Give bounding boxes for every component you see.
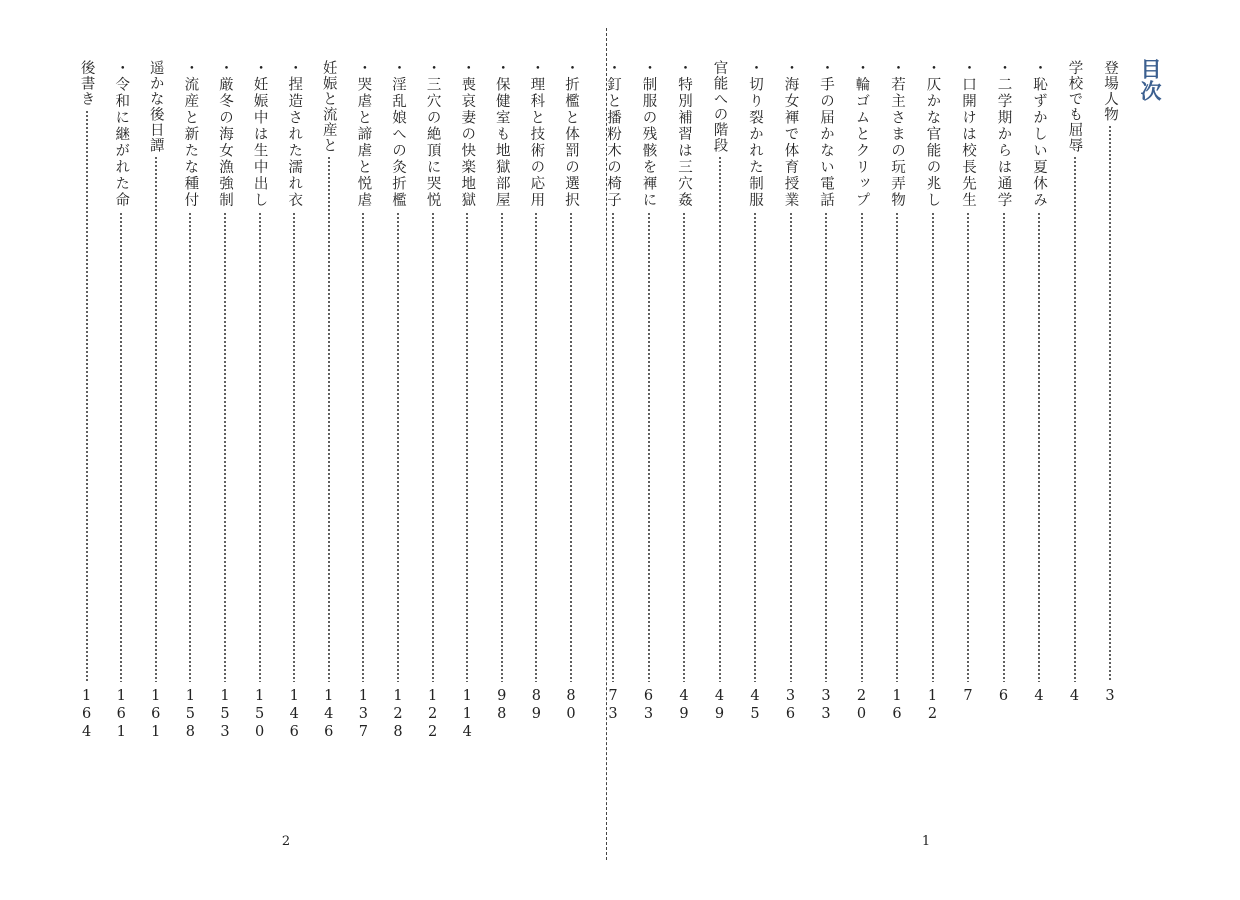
toc-entry-label: 妊娠と流産と <box>320 60 337 153</box>
toc-entry-label: ・保健室も地獄部屋 <box>493 60 510 209</box>
toc-entry-page: 98 <box>493 688 510 724</box>
dot-leader <box>189 212 191 683</box>
toc-entry-label: ・手の届かない電話 <box>818 60 834 209</box>
toc-entry-page: 153 <box>217 688 233 742</box>
toc-entry-page: 146 <box>320 688 337 742</box>
toc-entry-page: 20 <box>853 688 870 724</box>
toc-entry <box>921 60 945 740</box>
dot-leader <box>719 156 721 682</box>
toc-entry-page: 164 <box>78 688 95 742</box>
toc-entry <box>213 60 237 740</box>
toc-entry <box>672 60 696 740</box>
dot-leader <box>259 212 261 683</box>
dot-leader <box>1109 125 1111 682</box>
toc-entry <box>386 60 410 740</box>
toc-entry-page: 3 <box>1102 688 1118 706</box>
dot-leader <box>535 212 537 683</box>
toc-entry-page: 33 <box>818 688 834 724</box>
dot-leader <box>896 212 898 683</box>
toc-entry <box>178 60 202 740</box>
dot-leader <box>648 212 650 683</box>
toc-entry <box>109 60 133 740</box>
toc-entry-label: ・厳冬の海女漁強制 <box>217 60 233 209</box>
toc-entry-label: 遥かな後日譚 <box>147 60 164 153</box>
toc-entry-page: 146 <box>286 688 303 742</box>
dot-leader <box>932 212 934 683</box>
toc-entry-page: 4 <box>1066 688 1083 706</box>
toc-entry-page: 6 <box>995 688 1012 706</box>
page-number-right: 1 <box>921 834 931 849</box>
dot-leader <box>825 212 827 683</box>
toc-entry <box>956 60 980 740</box>
toc-entry-page: 161 <box>147 688 164 742</box>
toc-entry-label: ・妊娠中は生中出し <box>251 60 268 209</box>
toc-entry-page: 128 <box>390 688 406 742</box>
dot-leader <box>754 212 756 683</box>
toc-entry <box>317 60 341 740</box>
dot-leader <box>861 212 863 683</box>
dot-leader <box>155 156 157 682</box>
toc-entry <box>601 60 625 740</box>
toc-entry-page: 49 <box>711 688 728 724</box>
toc-entry-label: 後書き <box>78 60 95 107</box>
toc-entry-label: ・二学期からは通学 <box>995 60 1012 209</box>
dot-leader <box>501 212 503 683</box>
toc-entry-page: 114 <box>459 688 476 742</box>
toc-entry-label: ・特別補習は三穴姦 <box>676 60 692 209</box>
toc-entry-label: ・喪哀妻の快楽地獄 <box>459 60 476 209</box>
toc-entry-label: ・哭虐と諦虐と悦虐 <box>355 60 372 209</box>
toc-entry-label: ・流産と新たな種付 <box>182 60 199 209</box>
dot-leader <box>293 212 295 683</box>
dot-leader <box>612 212 614 683</box>
toc-entry-page: 49 <box>676 688 692 724</box>
toc-entry-page: 4 <box>1031 688 1047 706</box>
toc-title: 目次 <box>1138 58 1162 102</box>
toc-entry-page: 161 <box>113 688 130 742</box>
toc-entry-label: ・制服の残骸を褌に <box>640 60 657 209</box>
dot-leader <box>790 212 792 683</box>
toc-entry-page: 137 <box>355 688 372 742</box>
toc-entry <box>850 60 874 740</box>
page-fold-line <box>606 28 607 860</box>
dot-leader <box>1038 212 1040 683</box>
page-number-left: 2 <box>281 834 291 849</box>
dot-leader <box>120 212 122 683</box>
toc-entry-page: 16 <box>889 688 905 724</box>
toc-entry-label: 学校でも屈辱 <box>1066 60 1083 153</box>
toc-entry-page: 122 <box>424 688 441 742</box>
toc-entry <box>421 60 445 740</box>
toc-entry <box>75 60 99 740</box>
toc-entry-page: 63 <box>640 688 657 724</box>
toc-entry-label: ・口開けは校長先生 <box>960 60 976 209</box>
toc-entry-page: 89 <box>528 688 545 724</box>
toc-entry <box>743 60 767 740</box>
toc-entry <box>814 60 838 740</box>
dot-leader <box>570 212 572 683</box>
toc-entry-label: ・恥ずかしい夏休み <box>1031 60 1047 209</box>
toc-entry-label: ・淫乱娘への灸折檻 <box>390 60 406 209</box>
toc-entry-label: ・捏造された濡れ衣 <box>286 60 303 209</box>
toc-entry-label: ・折檻と体罰の選択 <box>563 60 579 209</box>
toc-entry <box>490 60 514 740</box>
dot-leader <box>1074 156 1076 682</box>
toc-entry <box>779 60 803 740</box>
toc-entry <box>351 60 375 740</box>
toc-entry <box>248 60 272 740</box>
toc-entry-label: ・令和に継がれた命 <box>113 60 130 209</box>
dot-leader <box>683 212 685 683</box>
dot-leader <box>224 212 226 683</box>
toc-entry <box>455 60 479 740</box>
toc-entry-label: ・理科と技術の応用 <box>528 60 545 209</box>
toc-entry-label: ・三穴の絶頂に哭悦 <box>424 60 441 209</box>
toc-entry-label: ・切り裂かれた制服 <box>747 60 763 209</box>
dot-leader <box>328 156 330 682</box>
toc-entry <box>637 60 661 740</box>
dot-leader <box>86 110 88 683</box>
toc-entry-label: ・海女褌で体育授業 <box>782 60 799 209</box>
dot-leader <box>432 212 434 683</box>
toc-entry-page: 12 <box>924 688 941 724</box>
dot-leader <box>362 212 364 683</box>
dot-leader <box>397 212 399 683</box>
toc-entry-page: 150 <box>251 688 268 742</box>
dot-leader <box>466 212 468 683</box>
toc-entry <box>1098 60 1122 740</box>
toc-entry <box>1063 60 1087 740</box>
toc-entry-label: ・仄かな官能の兆し <box>924 60 941 209</box>
toc-entry-page: 158 <box>182 688 199 742</box>
toc-entry <box>992 60 1016 740</box>
toc-entry-label: ・若主さまの玩弄物 <box>889 60 905 209</box>
dot-leader <box>967 212 969 683</box>
dot-leader <box>1003 212 1005 683</box>
toc-entry-label: ・輪ゴムとクリップ <box>853 60 870 209</box>
toc-entry-page: 80 <box>563 688 579 724</box>
toc-entry <box>559 60 583 740</box>
toc-entry-label: 官能への階段 <box>711 60 728 153</box>
toc-entry <box>524 60 548 740</box>
toc-entry-label: 登場人物 <box>1102 60 1118 122</box>
toc-entry <box>1027 60 1051 740</box>
toc-entry <box>282 60 306 740</box>
toc-entry-label: ・釘と播粉木の椅子 <box>605 60 621 209</box>
toc-entry-page: 45 <box>747 688 763 724</box>
toc-entry <box>708 60 732 740</box>
toc-entry-page: 36 <box>782 688 799 724</box>
toc-entry <box>144 60 168 740</box>
toc-entry-page: 7 <box>960 688 976 706</box>
toc-entry-page: 73 <box>605 688 621 724</box>
toc-entry <box>885 60 909 740</box>
